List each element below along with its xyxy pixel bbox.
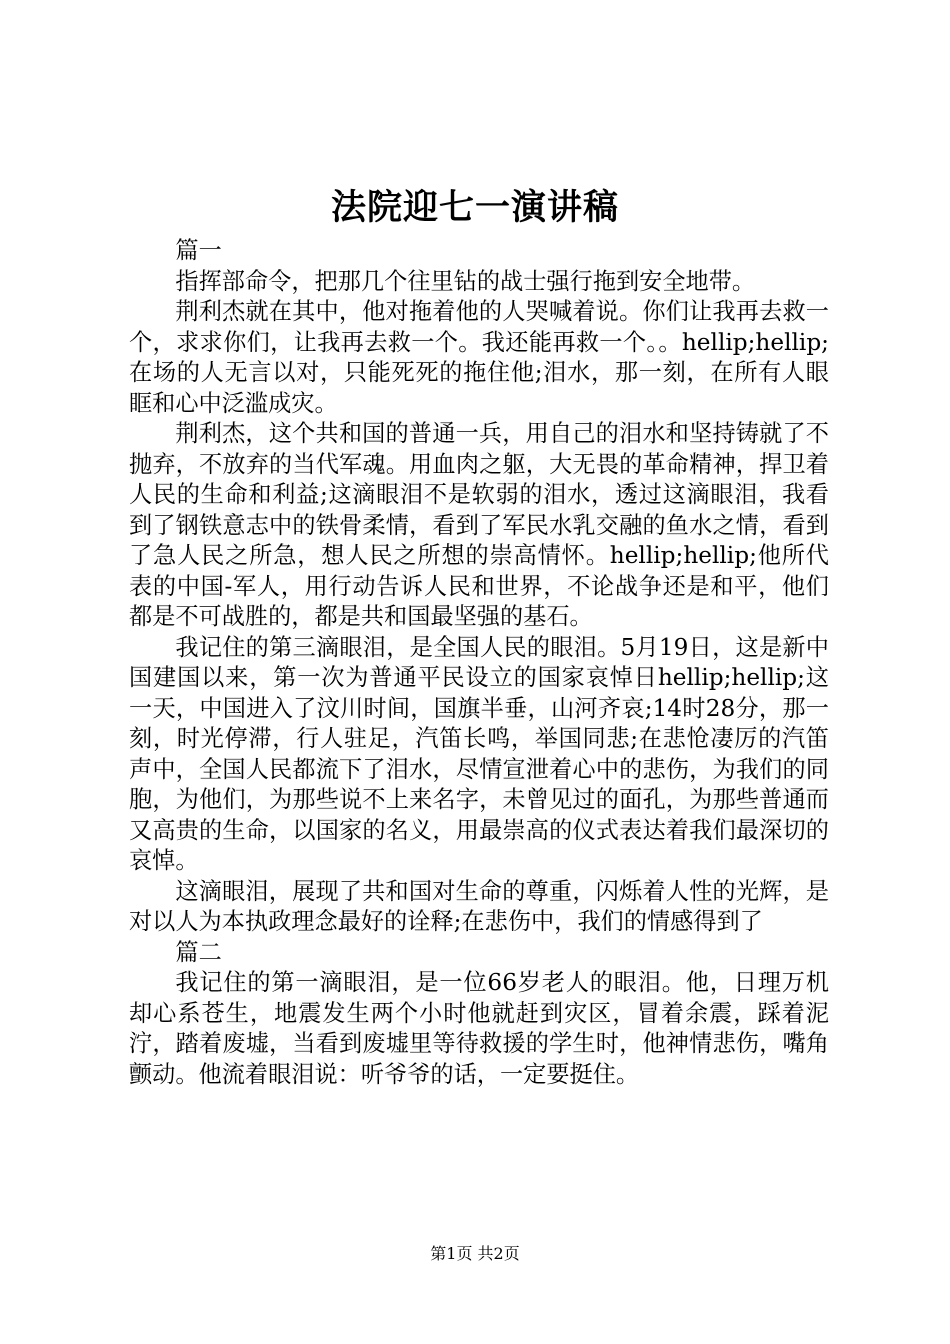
page-footer: 第1页 共2页 [430, 1244, 520, 1263]
document-body [129, 236, 829, 1090]
document-title: 法院迎七一演讲稿 [330, 187, 619, 228]
section-heading-2: 篇二 [175, 938, 222, 966]
paragraph-1: 指挥部命令，把那几个往里钻的战士强行拖到安全地带。 [175, 267, 756, 295]
paragraph-3: 荆利杰，这个共和国的普通一兵，用自己的泪水和坚持铸就了不抛弃，不放弃的当代军魂。用血肉之躯，大无畏的革命精神，捍卫着人民的生命和利益;这滴眼泪不是软弱的泪水，透过这滴眼泪，我看到了钢铁意志中的铁骨柔情，看到了军民水乳交融的鱼水之情，看到了急人民之所急，想人民之所想的崇高情怀。hellip;hellip;他所代表的中国-军人，用行动告诉人民和世界，不论战争还是和平，他们都是不可战胜的，都是共和国最坚强的基石。 [129, 420, 829, 630]
paragraph-2: 荆利杰就在其中，他对拖着他的人哭喊着说。你们让我再去救一个，求求你们，让我再去救一个。我还能再救一个。。hellip;hellip;在场的人无言以对，只能死死的拖住他;泪水，那一刻，在所有人眼眶和心中泛滥成灾。 [129, 298, 829, 417]
section-heading-1: 篇一 [175, 237, 222, 264]
paragraph-6: 我记住的第一滴眼泪，是一位66岁老人的眼泪。他，日理万机却心系苍生，地震发生两个小时他就赶到灾区，冒着余震，踩着泥泞，踏着废墟，当看到废墟里等待救援的学生时，他神情悲伤，嘴角颤动。他流着眼泪说：听爷爷的话，一定要挺住。 [129, 969, 829, 1088]
paragraph-4: 我记住的第三滴眼泪，是全国人民的眼泪。5月19日，这是新中国建国以来，第一次为普通平民设立的国家哀悼日hellip;hellip;这一天，中国进入了汶川时间，国旗半垂，山河齐哀;14时28分，那一刻，时光停滞，行人驻足，汽笛长鸣，举国同悲;在悲怆凄厉的汽笛声中，全国人民都流下了泪水，尽情宣泄着心中的悲伤，为我们的同胞，为他们，为那些说不上来名字，未曾见过的面孔，为那些普通而又高贵的生命，以国家的名义，用最崇高的仪式表达着我们最深切的哀悼。 [129, 633, 829, 874]
paragraph-5: 这滴眼泪，展现了共和国对生命的尊重，闪烁着人性的光辉，是对以人为本执政理念最好的诠释;在悲伤中，我们的情感得到了 [129, 877, 829, 935]
